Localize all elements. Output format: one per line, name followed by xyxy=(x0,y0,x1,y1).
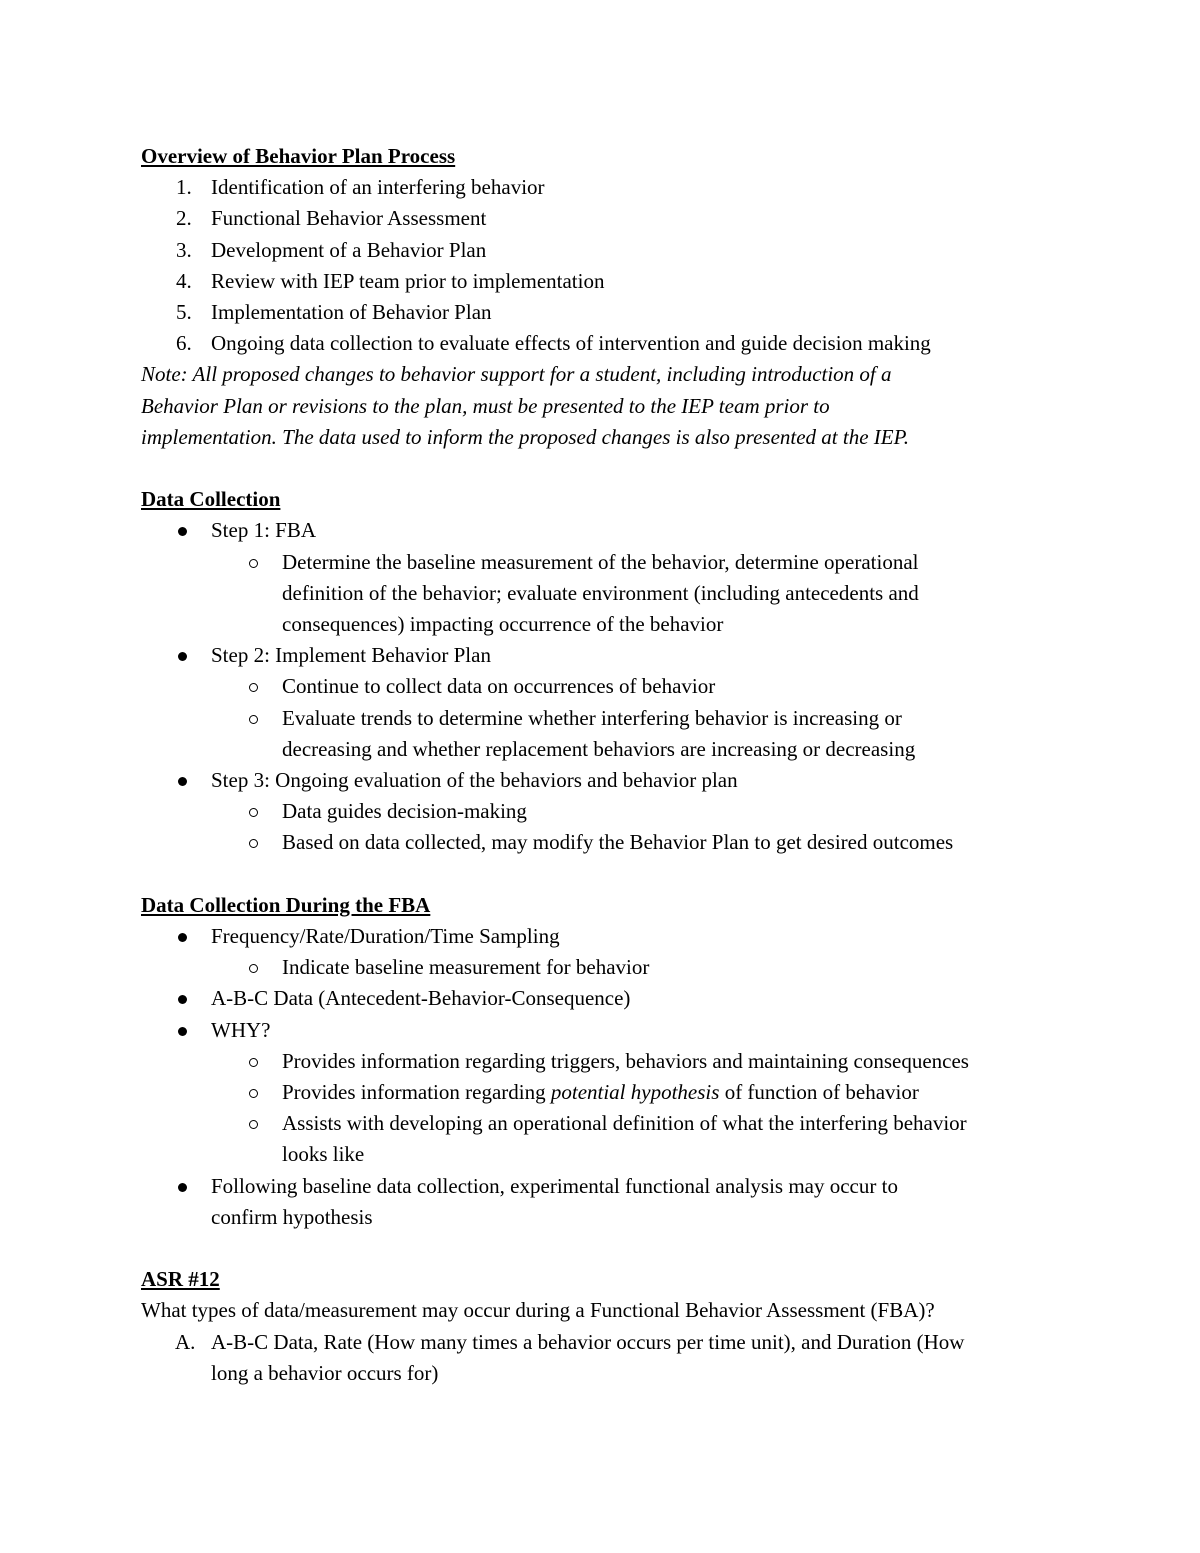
overview-heading: Overview of Behavior Plan Process xyxy=(141,144,456,168)
section-spacer xyxy=(141,1233,1071,1264)
sub-bullet-line: Based on data collected, may modify the Behavior Plan to get desired outcomes xyxy=(282,830,954,855)
bullet-item xyxy=(141,515,1071,546)
sub-bullet-item xyxy=(141,703,1071,765)
sub-bullet-line: Determine the baseline measurement of the behavior, determine operational xyxy=(282,549,919,574)
sub-bullet-line: Indicate baseline measurement for behavior xyxy=(282,955,650,980)
list-item xyxy=(141,297,1071,328)
sub-bullet-line: looks like xyxy=(282,1142,365,1167)
bullet-text: A-B-C Data (Antecedent-Behavior-Consequence) xyxy=(211,986,631,1011)
hollow-bullet-icon xyxy=(249,715,258,724)
bullet-item xyxy=(141,1015,1071,1046)
bullet-line: Following baseline data collection, experimental functional analysis may occur to xyxy=(211,1173,898,1198)
fba-heading: Data Collection During the FBA xyxy=(141,892,431,917)
sub-bullet-line: Data guides decision-making xyxy=(282,799,527,824)
hollow-bullet-icon xyxy=(249,808,258,817)
sub-bullet-line: decreasing and whether replacement behaviors are increasing or decreasing xyxy=(282,736,916,761)
list-item xyxy=(141,172,1071,203)
list-number: 6. xyxy=(176,331,192,356)
answer-marker: A. xyxy=(175,1329,196,1354)
data-collection-heading: Data Collection xyxy=(141,487,281,512)
sub-bullet-text: of function of behavior xyxy=(719,1080,919,1105)
bullet-text: Step 2: Implement Behavior Plan xyxy=(211,643,491,668)
overview-note xyxy=(141,359,1071,453)
sub-bullet-item xyxy=(141,671,1071,702)
note-line: implementation. The data used to inform the proposed changes is also presented at the IEP. xyxy=(141,424,909,449)
bullet-text: Step 3: Ongoing evaluation of the behaviors and behavior plan xyxy=(211,768,738,793)
sub-bullet-item xyxy=(141,1077,1071,1108)
section-spacer xyxy=(141,859,1071,890)
bullet-icon xyxy=(178,995,187,1004)
hollow-bullet-icon xyxy=(249,964,258,973)
list-item-text: Identification of an interfering behavior xyxy=(211,175,545,200)
sub-bullet-line: Assists with developing an operational definition of what the interfering behavior xyxy=(282,1111,967,1136)
asr-heading: ASR #12 xyxy=(141,1267,220,1292)
emphasis-text: potential hypothesis xyxy=(550,1080,720,1105)
hollow-bullet-icon xyxy=(249,1058,258,1067)
bullet-text: Step 1: FBA xyxy=(211,518,317,543)
bullet-item xyxy=(141,1171,1071,1233)
bullet-icon xyxy=(178,777,187,786)
bullet-item xyxy=(141,921,1071,952)
bullet-icon xyxy=(178,933,187,942)
bullet-item xyxy=(141,640,1071,671)
bullet-text: Frequency/Rate/Duration/Time Sampling xyxy=(211,924,560,949)
list-number: 3. xyxy=(176,237,192,262)
sub-bullet-line: Evaluate trends to determine whether interfering behavior is increasing or xyxy=(282,705,902,730)
hollow-bullet-icon xyxy=(249,1120,258,1129)
asr-question: What types of data/measurement may occur during a Functional Behavior Assessment (FBA)? xyxy=(141,1298,935,1323)
list-item-text: Implementation of Behavior Plan xyxy=(211,300,492,325)
list-number: 4. xyxy=(176,268,192,293)
list-number: 1. xyxy=(176,175,192,200)
sub-bullet-item xyxy=(141,796,1071,827)
note-line: Behavior Plan or revisions to the plan, must be presented to the IEP team prior to xyxy=(141,393,830,418)
sub-bullet-line xyxy=(282,1077,1071,1108)
note-line: Note: All proposed changes to behavior support for a student, including introduction of a xyxy=(141,362,892,387)
sub-bullet-line: Provides information regarding triggers, behaviors and maintaining consequences xyxy=(282,1048,969,1073)
list-number: 5. xyxy=(176,300,192,325)
section-spacer xyxy=(141,453,1071,484)
list-item xyxy=(141,235,1071,266)
list-item xyxy=(141,328,1071,359)
bullet-item xyxy=(141,765,1071,796)
sub-bullet-line: Continue to collect data on occurrences of behavior xyxy=(282,674,716,699)
sub-bullet-item xyxy=(141,1108,1071,1170)
answer-item xyxy=(141,1327,1071,1389)
sub-bullet-line: definition of the behavior; evaluate environment (including antecedents and xyxy=(282,580,919,605)
hollow-bullet-icon xyxy=(249,839,258,848)
sub-bullet-text: Provides information regarding xyxy=(282,1080,551,1105)
sub-bullet-item xyxy=(141,1046,1071,1077)
sub-bullet-item xyxy=(141,547,1071,641)
hollow-bullet-icon xyxy=(249,559,258,568)
list-item-text: Ongoing data collection to evaluate effects of intervention and guide decision making xyxy=(211,331,931,356)
bullet-item xyxy=(141,983,1071,1014)
hollow-bullet-icon xyxy=(249,1089,258,1098)
document-page xyxy=(141,141,1071,1389)
list-item-text: Development of a Behavior Plan xyxy=(211,237,487,262)
bullet-line: confirm hypothesis xyxy=(211,1204,373,1229)
bullet-icon xyxy=(178,527,187,536)
answer-line: long a behavior occurs for) xyxy=(211,1360,439,1385)
hollow-bullet-icon xyxy=(249,683,258,692)
overview-list xyxy=(141,172,1071,359)
sub-bullet-item xyxy=(141,827,1071,858)
sub-bullet-item xyxy=(141,952,1071,983)
sub-bullet-line: consequences) impacting occurrence of the behavior xyxy=(282,612,724,637)
bullet-icon xyxy=(178,1027,187,1036)
bullet-icon xyxy=(178,652,187,661)
bullet-text: WHY? xyxy=(211,1017,271,1042)
list-item-text: Review with IEP team prior to implementation xyxy=(211,268,605,293)
list-item xyxy=(141,266,1071,297)
list-number: 2. xyxy=(176,206,192,231)
bullet-icon xyxy=(178,1183,187,1192)
answer-line: A-B-C Data, Rate (How many times a behavior occurs per time unit), and Duration (How xyxy=(211,1329,965,1354)
list-item xyxy=(141,203,1071,234)
list-item-text: Functional Behavior Assessment xyxy=(211,206,487,231)
